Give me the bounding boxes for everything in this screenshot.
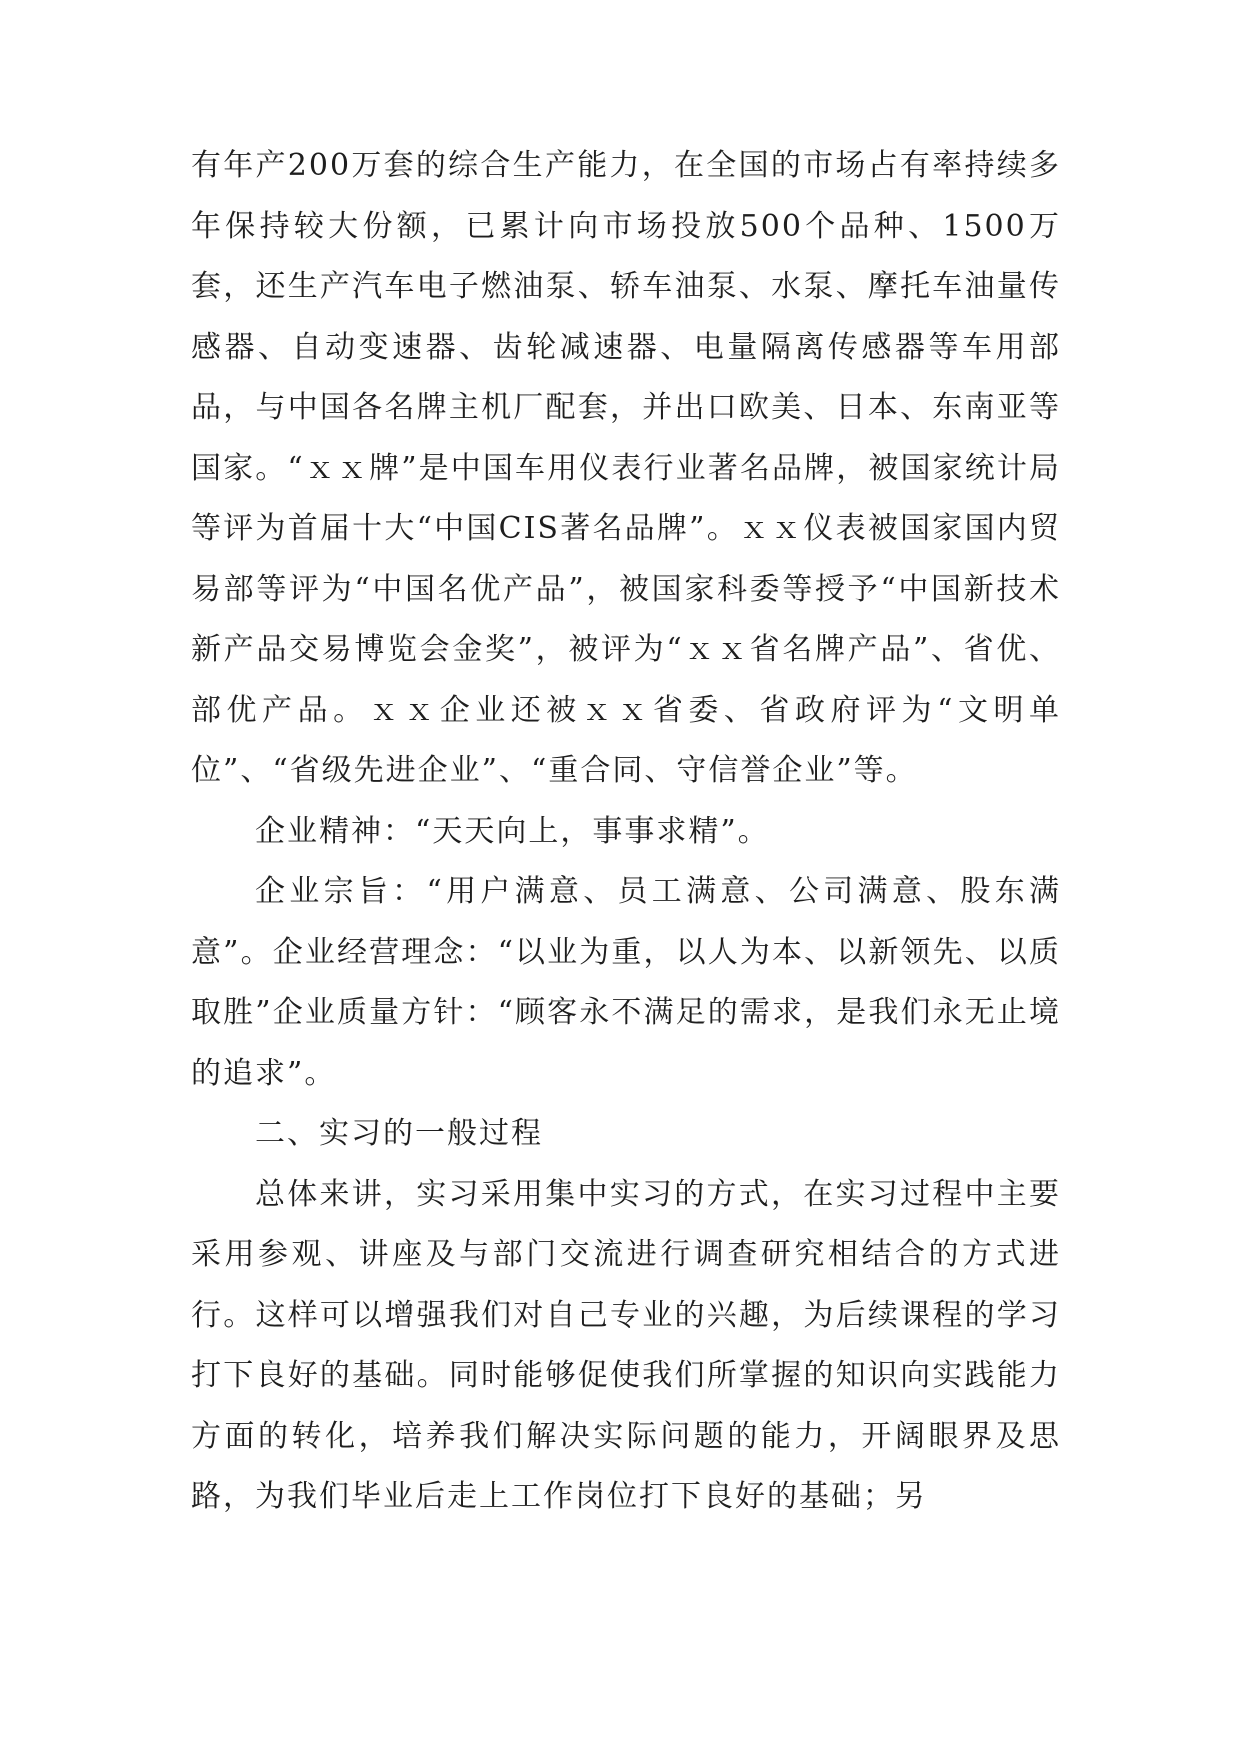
paragraph-enterprise-spirit: 企业精神：“天天向上，事事求精”。 [255,813,770,849]
paragraph-enterprise-purpose: 企业宗旨：“用户满意、员工满意、公司满意、股东满意”。企业经营理念：“以业为重，以人为本、以新领先、以质取胜”企业质量方针：“顾客永不满足的需求，是我们永无止境的追求”。 [191,874,1061,1091]
document-page [191,136,1061,1528]
paragraph-company-intro: 有年产200万套的综合生产能力，在全国的市场占有率持续多年保持较大份额，已累计向市场投放500个品种、1500万套，还生产汽车电子燃油泵、轿车油泵、水泵、摩托车油量传感器、自动变速器、齿轮减速器、电量隔离传感器等车用部品，与中国各名牌主机厂配套，并出口欧美、日本、东南亚等国家。“ｘｘ牌”是中国车用仪表行业著名品牌，被国家统计局等评为首届十大“中国CIS著名品牌”。ｘｘ仪表被国家国内贸易部等评为“中国名优产品”，被国家科委等授予“中国新技术新产品交易博览会金奖”，被评为“ｘｘ省名牌产品”、省优、部优产品。ｘｘ企业还被ｘｘ省委、省政府评为“文明单位”、“省级先进企业”、“重合同、守信誉企业”等。 [191,148,1061,788]
paragraph-internship-overview: 总体来讲，实习采用集中实习的方式，在实习过程中主要采用参观、讲座及与部门交流进行调查研究相结合的方式进行。这样可以增强我们对自己专业的兴趣，为后续课程的学习打下良好的基础。同时能够促使我们所掌握的知识向实践能力方面的转化，培养我们解决实际问题的能力，开阔眼界及思路，为我们毕业后走上工作岗位打下良好的基础；另 [191,1176,1061,1514]
section-heading: 二、实习的一般过程 [255,1116,543,1151]
